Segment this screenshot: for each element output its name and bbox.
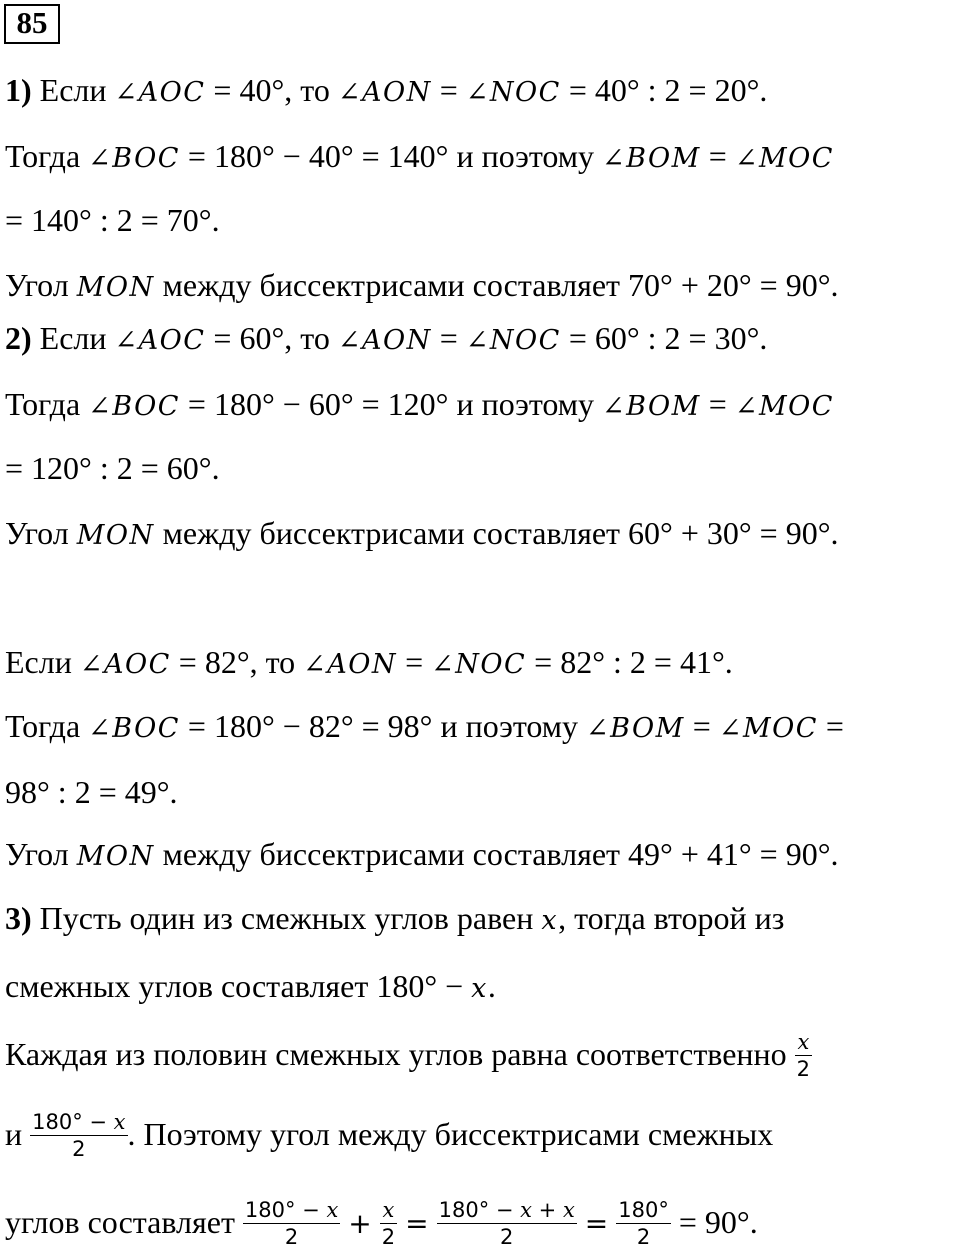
text: Угол xyxy=(5,836,77,872)
math: ∠BOM xyxy=(602,143,701,174)
equals-sign: = xyxy=(405,1207,429,1240)
text: между биссектрисами составляет 60° + 30° = 90°. xyxy=(154,515,839,551)
text: . xyxy=(487,968,496,1004)
text: между биссектрисами составляет 49° + 41° = 90°. xyxy=(154,836,839,872)
text: Угол xyxy=(5,515,77,551)
denominator: 2 xyxy=(500,1225,514,1250)
part1-line3: = 140° : 2 = 70°. xyxy=(5,202,220,238)
math: ∠BOC xyxy=(88,713,180,744)
text: , тогда второй из xyxy=(558,900,785,936)
text: и xyxy=(5,1116,31,1152)
numerator-var: x xyxy=(520,1198,532,1223)
text: = xyxy=(700,386,735,422)
text: = xyxy=(431,320,466,356)
part2-line7: 98° : 2 = 49°. xyxy=(5,774,178,810)
text: = xyxy=(700,138,735,174)
numerator-var: x xyxy=(382,1198,395,1223)
math: MON xyxy=(76,272,155,303)
problem-number-box: 85 xyxy=(4,4,60,44)
math: ∠AOC xyxy=(114,325,206,356)
text: = xyxy=(817,708,844,744)
part3-line5 xyxy=(5,1194,758,1252)
part3-label: 3) xyxy=(5,900,32,936)
text: Пусть один из смежных углов равен xyxy=(31,900,542,936)
math: ∠BOC xyxy=(88,391,180,422)
part3-line3 xyxy=(5,1028,812,1084)
part2-line1 xyxy=(5,318,767,361)
math: ∠BOC xyxy=(88,143,180,174)
denominator: 2 xyxy=(796,1057,811,1082)
numerator: x xyxy=(797,1030,810,1055)
text: Тогда xyxy=(5,708,89,744)
text: Если xyxy=(39,320,115,356)
math: ∠MOC xyxy=(734,391,834,422)
denominator: 2 xyxy=(636,1225,651,1250)
numerator: 180° xyxy=(618,1198,669,1223)
math: MON xyxy=(76,841,155,872)
text: = 180° − 82° = 98° и поэтому xyxy=(179,708,587,744)
fraction-sum-2 xyxy=(380,1197,397,1250)
math: ∠NOC xyxy=(431,649,527,680)
denominator: 2 xyxy=(72,1137,86,1162)
math: ∠AON xyxy=(303,649,398,680)
part2-line5 xyxy=(5,642,733,685)
numerator-var: x xyxy=(326,1198,339,1223)
text: = xyxy=(431,72,466,108)
numerator-part: + xyxy=(531,1198,563,1223)
text: Угол xyxy=(5,267,77,303)
math: ∠NOC xyxy=(465,77,561,108)
math: ∠MOC xyxy=(734,143,834,174)
text: смежных углов составляет 180° − xyxy=(5,968,472,1004)
text: = 82°, то xyxy=(170,644,304,680)
numerator-part: 180° − xyxy=(32,1110,114,1135)
numerator-var: x xyxy=(562,1198,575,1223)
math-var: x xyxy=(471,973,488,1004)
text: = 60° : 2 = 30°. xyxy=(560,320,768,356)
numerator-part: 180° − xyxy=(438,1198,521,1223)
math: ∠BOM xyxy=(586,713,685,744)
fraction-sum-3 xyxy=(437,1197,577,1250)
part3-line2 xyxy=(5,966,496,1009)
part3-line4 xyxy=(5,1108,773,1164)
fraction-180-minus-x-over-2 xyxy=(30,1109,127,1162)
text: = 180° − 60° = 120° и поэтому xyxy=(179,386,603,422)
denominator: 2 xyxy=(381,1225,396,1250)
denominator: 2 xyxy=(284,1225,299,1250)
text: углов составляет xyxy=(5,1204,243,1240)
text: = xyxy=(684,708,719,744)
part2-label: 2) xyxy=(5,320,32,356)
equals-sign: = xyxy=(584,1207,609,1240)
math-var: x xyxy=(541,905,559,936)
text: = 40°, то xyxy=(205,72,338,108)
math: ∠AOC xyxy=(79,649,171,680)
plus-sign: + xyxy=(348,1207,372,1240)
numerator-part: 180° − xyxy=(244,1198,327,1223)
math: ∠MOC xyxy=(718,713,818,744)
text: = xyxy=(397,644,432,680)
math: MON xyxy=(76,520,155,551)
part3-line1 xyxy=(5,898,784,941)
text: = 82° : 2 = 41°. xyxy=(526,644,733,680)
numerator-var: x xyxy=(113,1110,126,1135)
fraction-sum-4 xyxy=(616,1197,671,1250)
part2-line6 xyxy=(5,706,844,749)
part2-line2 xyxy=(5,384,834,427)
text: между биссектрисами составляет 70° + 20° = 90°. xyxy=(154,267,839,303)
part2-line3: = 120° : 2 = 60°. xyxy=(5,450,220,486)
part2-line4 xyxy=(5,513,839,556)
math: ∠AON xyxy=(337,77,432,108)
math: ∠AON xyxy=(337,325,432,356)
text: Если xyxy=(5,644,80,680)
text: Каждая из половин смежных углов равна соответственно xyxy=(5,1036,795,1072)
part2-line8 xyxy=(5,834,839,877)
part1-line4 xyxy=(5,265,839,308)
part1-line2 xyxy=(5,136,834,179)
math: ∠BOM xyxy=(602,391,701,422)
text: = 60°, то xyxy=(205,320,338,356)
part1-label: 1) xyxy=(5,72,32,108)
text: Тогда xyxy=(5,138,89,174)
fraction-sum-1 xyxy=(243,1197,340,1250)
fraction-x-over-2 xyxy=(795,1029,812,1082)
result-text: = 90°. xyxy=(670,1204,758,1240)
math: ∠NOC xyxy=(465,325,561,356)
text: . Поэтому угол между биссектрисами смежных xyxy=(127,1116,774,1152)
text: Тогда xyxy=(5,386,89,422)
text: = 40° : 2 = 20°. xyxy=(560,72,768,108)
text: = 180° − 40° = 140° и поэтому xyxy=(179,138,603,174)
math: ∠AOC xyxy=(114,77,206,108)
part1-line1 xyxy=(5,70,767,113)
text: Если xyxy=(39,72,115,108)
